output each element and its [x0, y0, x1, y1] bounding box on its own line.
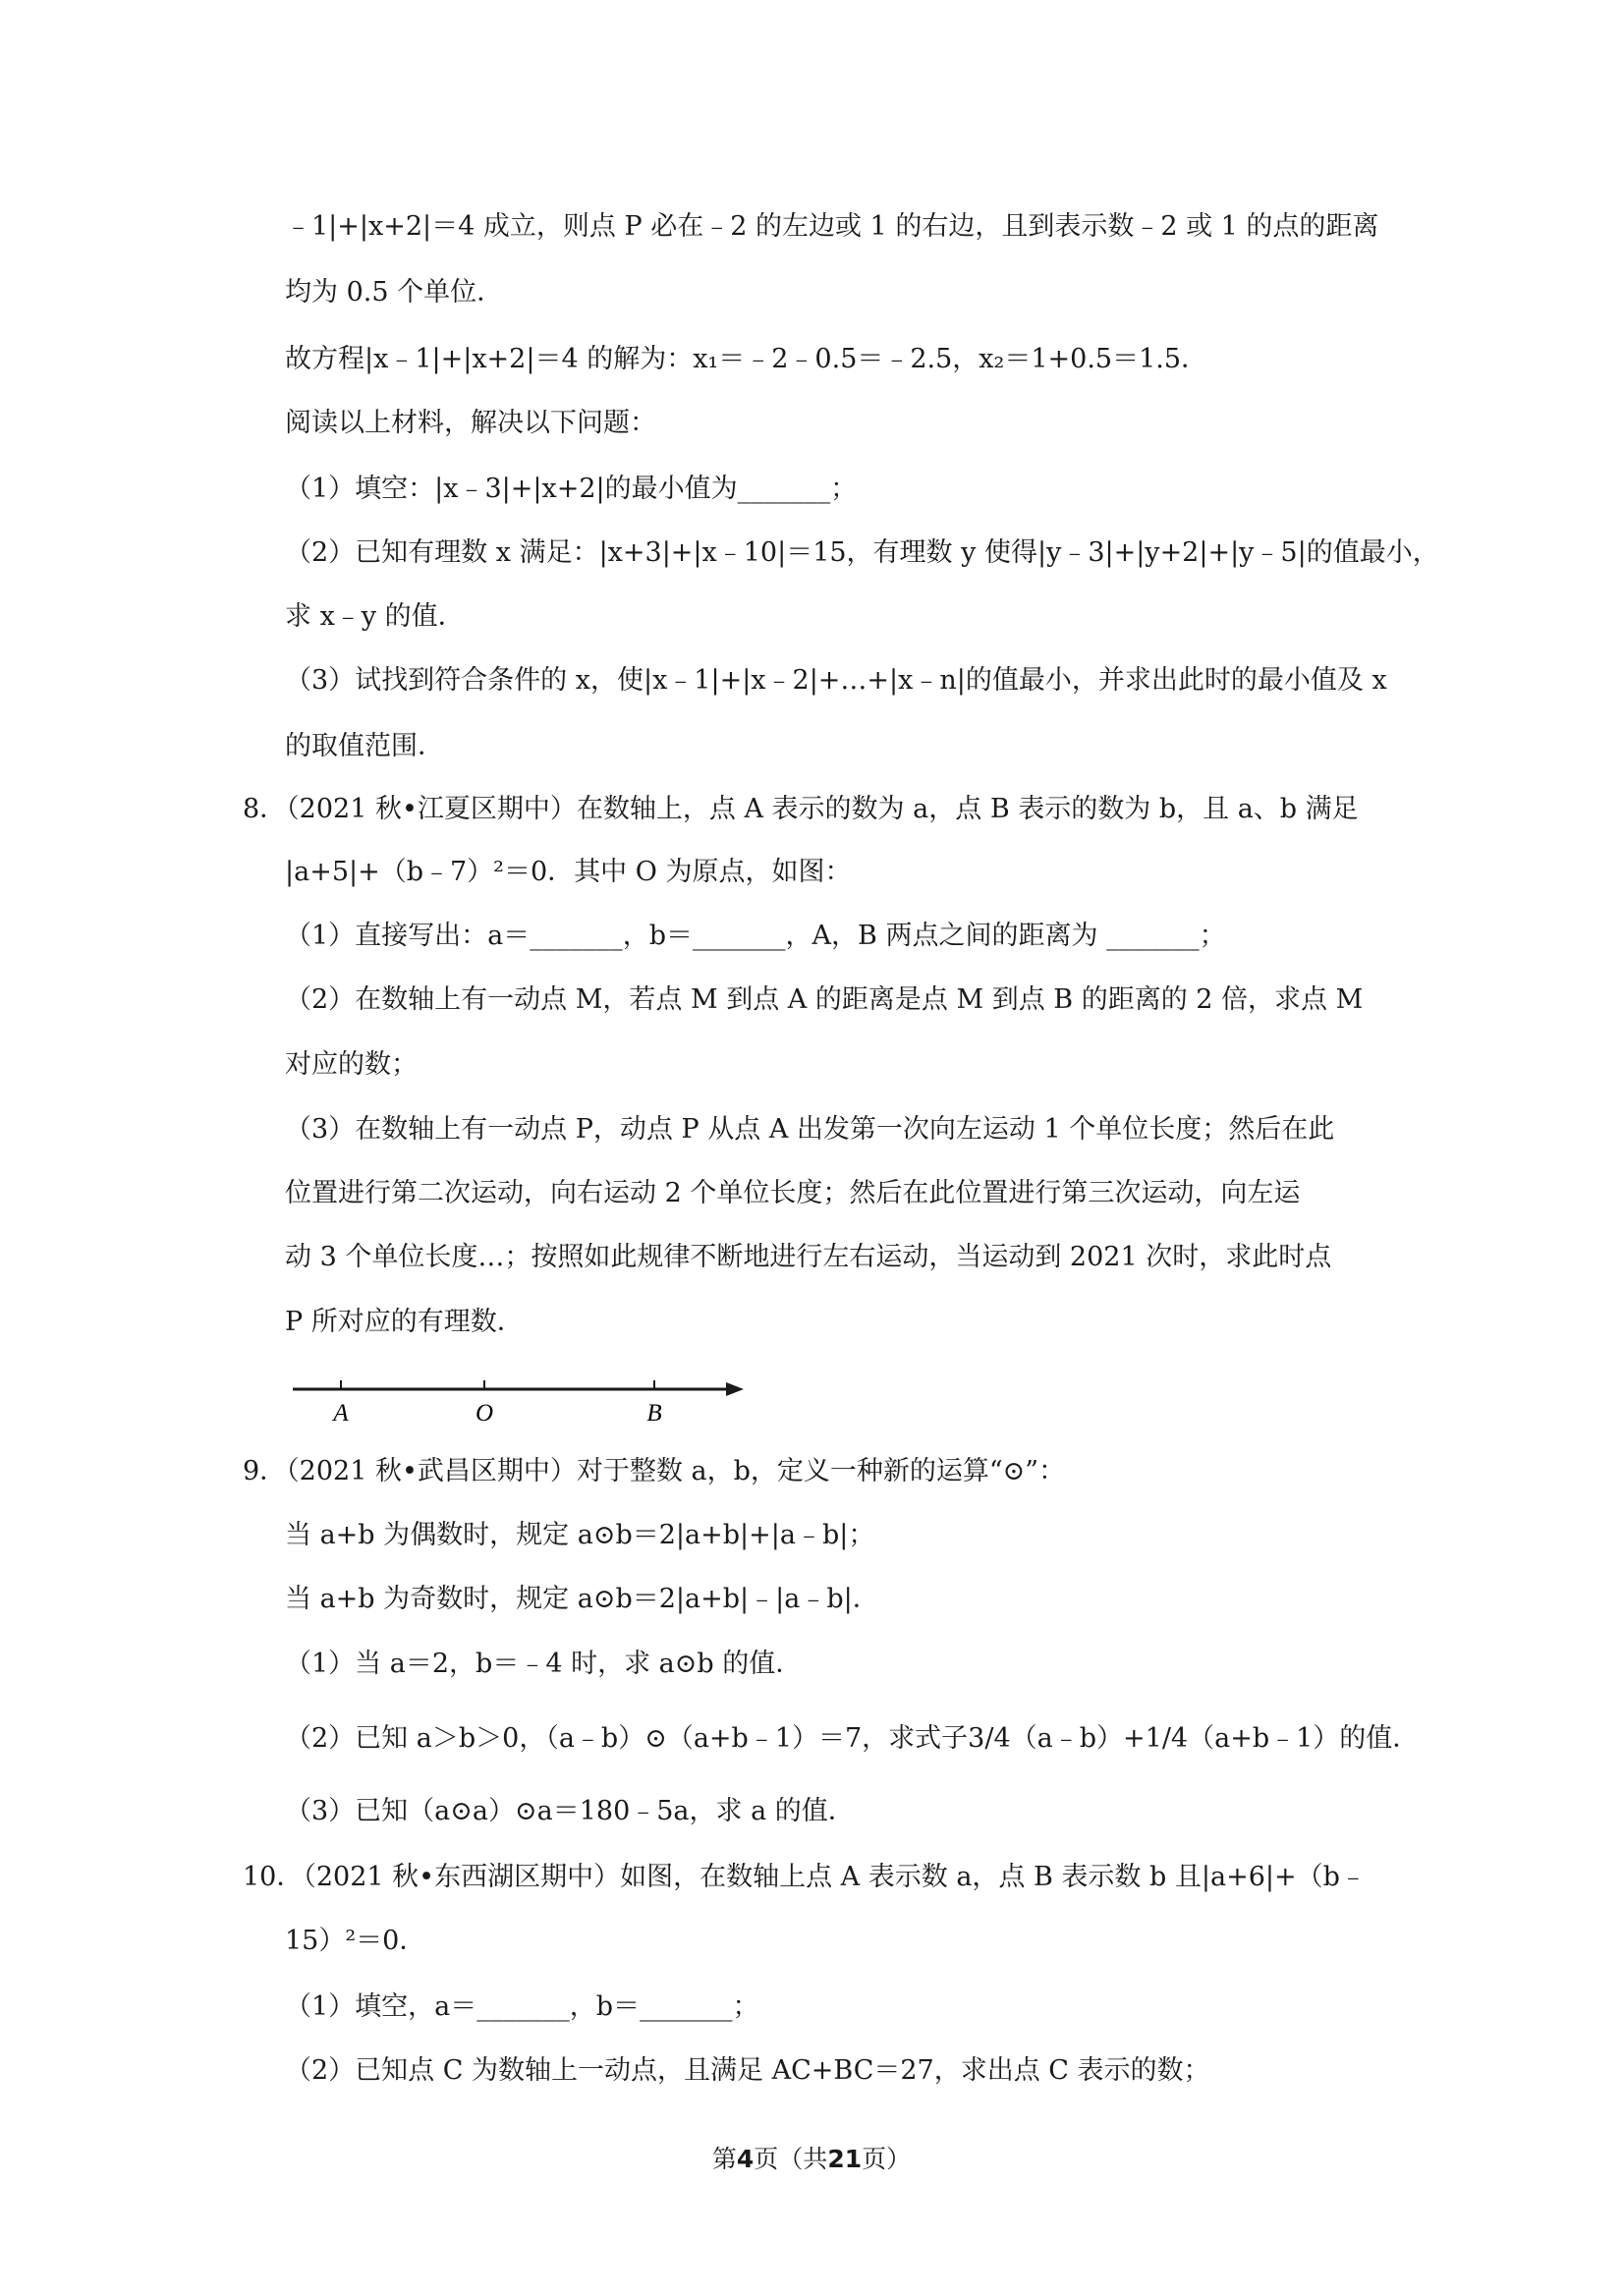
page-number: 4: [736, 2145, 755, 2173]
footer-suffix: 页）: [862, 2145, 912, 2173]
number-line-figure: [290, 1373, 752, 1432]
text-line: 15）²＝0．: [285, 1926, 426, 1956]
text-line: 阅读以上材料，解决以下问题：: [285, 408, 656, 438]
text-line: （3）试找到符合条件的 x，使|x﹣1|+|x﹣2|+…+|x﹣n|的值最小，并求出此时的最小值及 x: [285, 665, 1387, 696]
text-line: （1）填空，a＝_______，b＝_______；: [285, 1991, 759, 2022]
label-O: O: [475, 1400, 494, 1427]
text-line: 的取值范围．: [285, 731, 444, 761]
text-line: （2）已知点 C 为数轴上一动点，且满足 AC+BC＝27，求出点 C 表示的数；: [285, 2055, 1210, 2086]
text-line: （1）当 a＝2，b＝﹣4 时，求 a⊙b 的值．: [285, 1649, 803, 1679]
text-line: ﹣1|+|x+2|＝4 成立，则点 P 必在﹣2 的左边或 1 的右边，且到表示数﹣2 或 1 的点的距离: [285, 211, 1379, 242]
text-line: （3）在数轴上有一动点 P，动点 P 从点 A 出发第一次向左运动 1 个单位长度；然后在此: [285, 1114, 1335, 1145]
text-line: |a+5|+（b﹣7）²＝0．其中 O 为原点，如图：: [285, 857, 852, 887]
label-A: A: [333, 1400, 349, 1427]
text-line: 求 x﹣y 的值．: [285, 601, 465, 632]
text-line: 故方程|x﹣1|+|x+2|＝4 的解为：x₁＝﹣2﹣0.5＝﹣2.5，x₂＝1+0.5＝1.5．: [285, 344, 1208, 374]
footer-middle: 页（共: [754, 2145, 828, 2173]
text-line: 位置进行第二次运动，向右运动 2 个单位长度；然后在此位置进行第三次运动，向左运: [285, 1178, 1301, 1208]
text-line: 对应的数；: [285, 1049, 418, 1080]
text-line: （3）已知（a⊙a）⊙a＝180﹣5a，求 a 的值．: [285, 1796, 855, 1826]
label-B: B: [646, 1400, 662, 1427]
text-line: 当 a+b 为偶数时，规定 a⊙b＝2|a+b|+|a﹣b|；: [285, 1520, 875, 1550]
footer-prefix: 第: [711, 2145, 737, 2173]
text-line: 均为 0.5 个单位．: [285, 277, 504, 308]
text-line: （2）已知有理数 x 满足：|x+3|+|x﹣10|＝15，有理数 y 使得|y﹣3|+|y+2|+|y﹣5|的值最小，: [285, 537, 1439, 568]
page-footer: [0, 2140, 1623, 2175]
text-line: 当 a+b 为奇数时，规定 a⊙b＝2|a+b|﹣|a﹣b|．: [285, 1584, 879, 1614]
total-pages: 21: [827, 2145, 863, 2173]
question-10-title: 10．（2021 秋•东西湖区期中）如图，在数轴上点 A 表示数 a，点 B 表示数 b 且|a+6|+（b﹣: [243, 1862, 1367, 1892]
question-9-title: 9．（2021 秋•武昌区期中）对于整数 a，b，定义一种新的运算“⊙”：: [243, 1456, 1066, 1486]
text-line: （2）已知 a＞b＞0，（a﹣b）⊙（a+b﹣1）＝7，求式子3/4（a﹣b）+1/4（a+b﹣1）的值．: [285, 1723, 1420, 1754]
text-line: 动 3 个单位长度…；按照如此规律不断地进行左右运动，当运动到 2021 次时，求此时点: [285, 1242, 1332, 1272]
arrow-right-icon: [726, 1382, 744, 1396]
text-line: （2）在数轴上有一动点 M，若点 M 到点 A 的距离是点 M 到点 B 的距离的 2 倍，求点 M: [285, 984, 1364, 1015]
text-line: （1）直接写出：a＝_______，b＝_______，A，B 两点之间的距离为 _______；: [285, 921, 1226, 951]
question-8-title: 8．（2021 秋•江夏区期中）在数轴上，点 A 表示的数为 a，点 B 表示的数为 b，且 a、b 满足: [243, 794, 1359, 824]
text-line: P 所对应的有理数．: [285, 1307, 524, 1337]
text-line: （1）填空：|x﹣3|+|x+2|的最小值为_______；: [285, 474, 858, 504]
